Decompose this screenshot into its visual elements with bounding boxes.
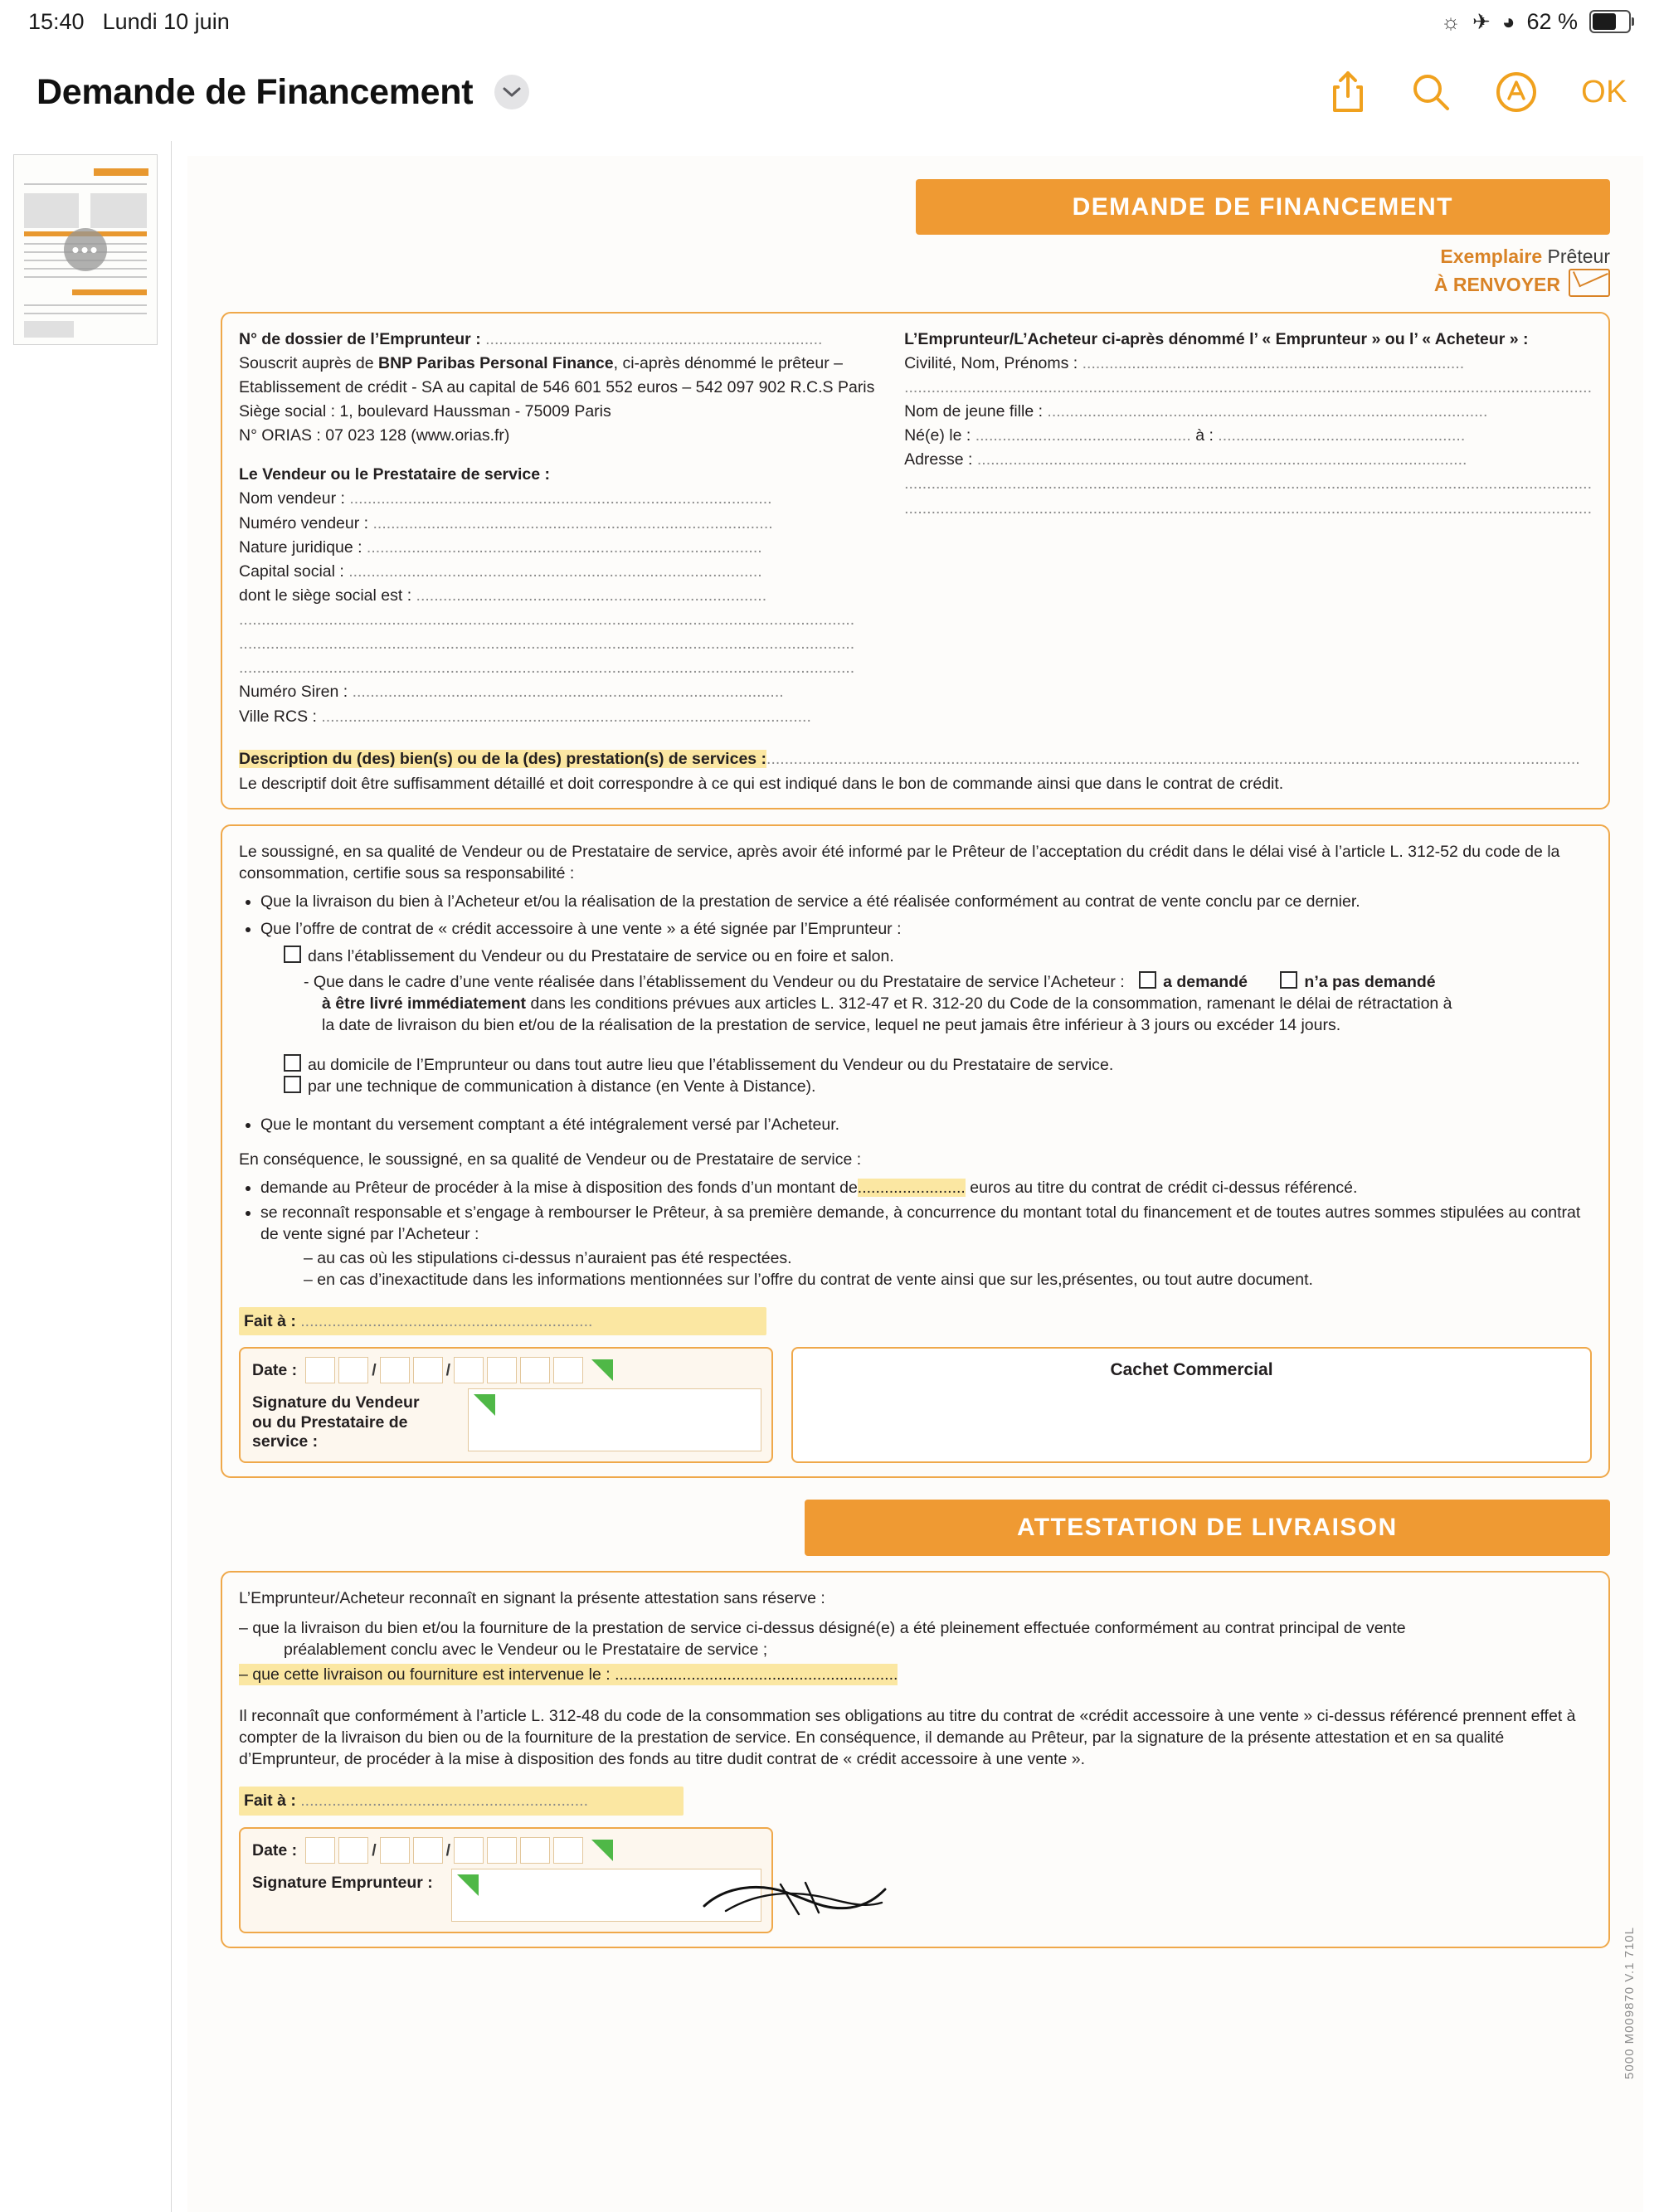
- vendor-date-row: [241, 1349, 771, 1388]
- borrower-signature-label: Signature Emprunteur :: [252, 1873, 433, 1892]
- certification-bullets: [239, 891, 1592, 940]
- date-arrow-marker-2: [591, 1838, 616, 1863]
- fait-a-label-1: Fait à :: [244, 1312, 296, 1331]
- date-cell[interactable]: [520, 1837, 550, 1864]
- content-area: [0, 141, 1659, 2212]
- attestation-paragraph: Il reconnaît que conformément à l’article L. 312-48 du code de la consommation ses obligations au titre du contrat de «crédit accessoire à une vente » ci-dessus référencé prennent effet à compter de la livraison du bien ou de la fourniture de la prestation de service. En conséquence, il demande au Prêteur, par la signature de la présente attestation et en sa qualité d’Emprunteur, de procéder à la mise à disposition des fonds au titre dudit contrat de « crédit accessoire à une vente ».: [239, 1707, 1576, 1769]
- description-note: Le descriptif doit être suffisamment détaillé et doit correspondre à ce qui est indiqué dans le bon de commande ainsi que dans le contrat de crédit.: [239, 774, 1284, 793]
- description-row: [239, 748, 1592, 770]
- consequence-intro: En conséquence, le soussigné, en sa qualité de Vendeur ou de Prestataire de service :: [239, 1150, 862, 1169]
- signature-arrow-marker-1: [474, 1394, 495, 1416]
- attestation-line-1: – que la livraison du bien et/ou la fourniture de la prestation de service ci-dessus désigné(e) a été pleinement effectuée conformément au contrat principal de vente: [239, 1618, 1406, 1637]
- date-cell[interactable]: [413, 1357, 443, 1383]
- signature-arrow-marker-2: [457, 1874, 479, 1896]
- date-cell[interactable]: [487, 1357, 517, 1383]
- borrower-input-0[interactable]: .....................................................................................: [1082, 353, 1465, 372]
- date-cell[interactable]: [454, 1357, 484, 1383]
- attestation-line-2[interactable]: – que cette livraison ou fourniture est intervenue le : ...............................................................: [239, 1664, 898, 1685]
- brightness-icon: ☼: [1441, 8, 1461, 34]
- vendor-blank-3[interactable]: .........................................................................................................................................: [239, 659, 855, 678]
- conseq-b1-a: demande au Prêteur de procéder à la mise à disposition des fonds d’un montant de: [260, 1179, 858, 1198]
- date-cell[interactable]: [487, 1837, 517, 1864]
- vendor-input-siren[interactable]: ................................................................................................: [352, 683, 784, 702]
- borrower-field-3: Adresse :: [904, 450, 973, 469]
- lender-line-1: [239, 352, 883, 374]
- borrower-signature-row: [241, 1869, 771, 1932]
- date-arrow-marker-1: [591, 1358, 616, 1383]
- search-icon[interactable]: [1410, 71, 1452, 113]
- cert-cb1-label: dans l’établissement du Vendeur ou du Prestataire de service ou en foire et salon.: [308, 947, 894, 966]
- borrower-field-1: Nom de jeune fille :: [904, 402, 1043, 421]
- envelope-icon: [1569, 269, 1610, 297]
- chevron-down-glyph: [503, 86, 521, 98]
- borrower-signature-field[interactable]: [451, 1869, 761, 1922]
- conseq-sub-2: – en cas d’inexactitude dans les informations mentionnées sur l’offre du contrat de vente ainsi que sur les,présentes, ou tout autre document.: [304, 1270, 1313, 1289]
- borrower-signature-block: [239, 1827, 773, 1933]
- cert-checkbox-1-row: [284, 946, 1592, 967]
- vendor-date-cells[interactable]: / /: [305, 1357, 583, 1383]
- checkbox-domicile[interactable]: [284, 1054, 301, 1072]
- search-glyph: [1410, 71, 1452, 113]
- fait-a-field-1[interactable]: [239, 1307, 766, 1335]
- montant-input[interactable]: ........................: [857, 1179, 966, 1198]
- vendor-blank-2[interactable]: .........................................................................................................................................: [239, 634, 855, 654]
- vendor-field-3: Capital social :: [239, 562, 344, 581]
- checkbox-distance[interactable]: [284, 1076, 301, 1093]
- vendor-signature-field[interactable]: [468, 1388, 761, 1451]
- vendor-field-1: Numéro vendeur :: [239, 513, 369, 532]
- vendor-date-label: Date :: [252, 1361, 298, 1380]
- lender-line-3: Siège social : 1, boulevard Haussman - 75009 Paris: [239, 402, 611, 421]
- page-thumbnail[interactable]: [13, 154, 158, 345]
- vendor-input-4[interactable]: ..............................................................................: [416, 586, 767, 605]
- vendor-signature-block: [239, 1347, 773, 1463]
- date-cell[interactable]: [380, 1837, 410, 1864]
- conseq-bullet-2: • se reconnaît responsable et s’engage à rembourser le Prêteur, à sa première demande, à concurrence du montant total du financement et de toutes autres sommes stipulées au contrat de vente signé par l’Acheteur :: [260, 1202, 1592, 1245]
- conseq-b1-b: euros au titre du contrat de crédit ci-dessus référencé.: [965, 1179, 1358, 1198]
- vendor-field-2: Nature juridique :: [239, 537, 362, 557]
- ok-button[interactable]: OK: [1581, 74, 1627, 109]
- date-cell[interactable]: [553, 1837, 583, 1864]
- vendor-input-3[interactable]: ............................................................................................: [348, 562, 762, 581]
- cert-opt-a: a demandé: [1163, 972, 1248, 991]
- dossier-dots[interactable]: ...........................................................................: [485, 329, 823, 348]
- cert-sub1-label: - Que dans le cadre d’une vente réalisée dans l’établissement du Vendeur ou du Prestataire de service l’Acheteur :: [304, 972, 1125, 991]
- vendor-field-rcs: Ville RCS :: [239, 707, 317, 726]
- fait-a-dots-2: ................................................................: [300, 1791, 588, 1811]
- status-bar: [0, 0, 1659, 43]
- cert-sub1-bold: à être livré immédiatement: [322, 994, 527, 1013]
- date-cell[interactable]: [413, 1837, 443, 1864]
- cert-cb2-label: au domicile de l’Emprunteur ou dans tout autre lieu que l’établissement du Vendeur ou du Prestataire de service.: [308, 1055, 1114, 1074]
- exemplaire-bold: Exemplaire: [1440, 246, 1543, 268]
- chevron-down-icon[interactable]: [494, 75, 529, 109]
- lender-line-4: N° ORIAS : 07 023 128 (www.orias.fr): [239, 426, 510, 445]
- cert-sub1-cont2: la date de livraison du bien et/ou de la réalisation de la prestation de service, lequel ne peut jamais être inférieur à 3 jours ou excéder 14 jours.: [322, 1015, 1341, 1034]
- borrower-field-2b: à :: [1195, 426, 1214, 445]
- parties-columns: [239, 328, 1592, 730]
- cert-sub1-rest: dans les conditions prévues aux articles L. 312-47 et R. 312-20 du Code de la consommation, ramenant le délai de rétractation à: [526, 994, 1452, 1013]
- cachet-commercial-label: Cachet Commercial: [1110, 1360, 1273, 1380]
- cert-bullet-2: • Que l’offre de contrat de « crédit accessoire à une vente » a été signée par l’Emprunteur :: [260, 918, 1592, 940]
- date-cell[interactable]: [380, 1357, 410, 1383]
- exemplaire-block: [221, 245, 1610, 297]
- borrower-title: L’Emprunteur/L’Acheteur ci-après dénommé l’ « Emprunteur » ou l’ « Acheteur » :: [904, 329, 1529, 348]
- app-header-left: [36, 72, 529, 113]
- lender-vendor-column: [239, 328, 883, 730]
- app-header: [0, 43, 1659, 141]
- exemplaire-rest: Prêteur: [1542, 246, 1610, 268]
- borrower-blank-2[interactable]: .........................................................................................................................................................: [904, 498, 1592, 518]
- markup-glyph: [1495, 70, 1538, 114]
- cert-sub1-row: [304, 971, 1592, 993]
- fait-a-label-2: Fait à :: [244, 1791, 296, 1811]
- vendor-signature-row: [241, 1388, 771, 1461]
- borrower-date-cells[interactable]: / /: [305, 1837, 583, 1864]
- share-icon[interactable]: [1329, 70, 1367, 114]
- signature-area-emprunteur: [239, 1827, 1592, 1933]
- attestation-intro: L’Emprunteur/Acheteur reconnaît en signant la présente attestation sans réserve :: [239, 1588, 825, 1607]
- date-cell[interactable]: [454, 1837, 484, 1864]
- description-label: Description du (des) bien(s) ou de la (des) prestation(s) de services :: [239, 749, 767, 768]
- battery-percent-label: 62 %: [1526, 8, 1578, 34]
- vendor-title: Le Vendeur ou le Prestataire de service :: [239, 465, 551, 484]
- consequence-bullets: [239, 1177, 1592, 1244]
- date-cell[interactable]: [553, 1357, 583, 1383]
- conseq-bullet-1: [260, 1177, 1592, 1198]
- page-title: Demande de Financement: [36, 71, 474, 112]
- borrower-input-3[interactable]: .............................................................................................................: [976, 450, 1467, 469]
- checkbox-a-demande[interactable]: [1139, 971, 1156, 989]
- status-bar-left: [28, 9, 230, 35]
- doc-banner-financement: DEMANDE DE FINANCEMENT: [916, 179, 1611, 235]
- handwritten-signature: [701, 1874, 900, 1924]
- vendor-field-0: Nom vendeur :: [239, 489, 345, 508]
- vendor-sig-label-l1: Signature du Vendeur: [252, 1393, 420, 1412]
- cachet-commercial-box[interactable]: [791, 1347, 1592, 1463]
- borrower-column: [904, 328, 1592, 730]
- borrower-field-2: Né(e) le :: [904, 426, 971, 445]
- borrower-blank-0[interactable]: .........................................................................................................................................................: [904, 377, 1592, 396]
- lender-line1a: Souscrit auprès de: [239, 353, 379, 372]
- date-cell[interactable]: [338, 1837, 368, 1864]
- certification-intro: Le soussigné, en sa qualité de Vendeur ou de Prestataire de service, après avoir été informé par le Prêteur de l’acceptation du crédit dans le délai visé à l’article L. 312-52 du code de la consommation, certifie sous sa responsabilité :: [239, 842, 1560, 883]
- document-page: [187, 156, 1643, 2212]
- cert-checkbox-2-row: [284, 1054, 1592, 1076]
- thumbnail-menu-dots[interactable]: •••: [64, 228, 107, 271]
- borrower-input-2b[interactable]: .......................................................: [1218, 426, 1466, 445]
- vendor-input-1[interactable]: .........................................................................................: [372, 513, 773, 532]
- borrower-input-2[interactable]: ................................................: [975, 426, 1191, 445]
- vendor-input-2[interactable]: ........................................................................................: [366, 537, 762, 557]
- signature-area-vendeur: [239, 1347, 1592, 1463]
- attestation-box: [221, 1571, 1610, 1948]
- borrower-date-row: [241, 1829, 771, 1869]
- vendor-blank-1[interactable]: .........................................................................................................................................: [239, 610, 855, 630]
- date-cell[interactable]: [338, 1357, 368, 1383]
- screen-record-icon: ◕: [1501, 8, 1515, 34]
- document-side-code: 5000 M009870 V.1 710L: [1622, 1927, 1637, 2079]
- battery-icon: [1589, 10, 1631, 33]
- dossier-label: N° de dossier de l’Emprunteur :: [239, 329, 481, 348]
- fait-a-dots-1: .................................................................: [300, 1312, 593, 1331]
- document-viewport[interactable]: [171, 141, 1659, 2212]
- doc-banner-attestation: ATTESTATION DE LIVRAISON: [805, 1500, 1611, 1555]
- fait-a-field-2[interactable]: [239, 1787, 684, 1815]
- lender-name: BNP Paribas Personal Finance: [378, 353, 614, 372]
- attestation-line-1b: préalablement conclu avec le Vendeur ou le Prestataire de service ;: [284, 1640, 768, 1659]
- borrower-field-0: Civilité, Nom, Prénoms :: [904, 353, 1078, 372]
- parties-box: [221, 312, 1610, 809]
- certification-box: [221, 824, 1610, 1478]
- vendor-signature-label: [252, 1388, 460, 1451]
- vendor-field-siren: Numéro Siren :: [239, 683, 348, 702]
- share-glyph: [1329, 70, 1367, 114]
- checkbox-etablissement[interactable]: [284, 946, 301, 963]
- date-cell[interactable]: [520, 1357, 550, 1383]
- date-cell[interactable]: [305, 1357, 335, 1383]
- vendor-input-rcs[interactable]: .............................................................................................................: [321, 707, 811, 726]
- status-date: Lundi 10 juin: [102, 8, 230, 34]
- status-time: 15:40: [28, 8, 85, 34]
- description-input[interactable]: .....................................................................................................................................................................................: [766, 749, 1580, 768]
- vendor-field-4: dont le siège social est :: [239, 586, 412, 605]
- thumbnail-sidebar: [0, 141, 171, 2212]
- cert-opt-b: n’a pas demandé: [1304, 972, 1436, 991]
- vendor-sig-label-l2: ou du Prestataire de service :: [252, 1412, 408, 1451]
- cert-cb3-label: par une technique de communication à distance (en Vente à Distance).: [308, 1077, 816, 1096]
- airplane-icon: ✈: [1472, 8, 1491, 34]
- date-cell[interactable]: [305, 1837, 335, 1864]
- conseq-sub-1: – au cas où les stipulations ci-dessus n’auraient pas été respectées.: [304, 1248, 792, 1267]
- checkbox-na-pas-demande[interactable]: [1280, 971, 1297, 989]
- borrower-blank-1[interactable]: .........................................................................................................................................................: [904, 474, 1592, 493]
- lender-line-2: Etablissement de crédit - SA au capital de 546 601 552 euros – 542 097 902 R.C.S Paris: [239, 377, 875, 396]
- status-bar-right: [1441, 9, 1631, 35]
- borrower-date-label: Date :: [252, 1840, 298, 1860]
- cert-bullet-3: • Que le montant du versement comptant a été intégralement versé par l’Acheteur.: [260, 1114, 1592, 1135]
- cert-checkbox-3-row: [284, 1076, 1592, 1097]
- markup-icon[interactable]: [1495, 70, 1538, 114]
- certification-bullets-2: [239, 1114, 1592, 1135]
- lender-line1c: , ci-après dénommé le prêteur –: [613, 353, 843, 372]
- cert-bullet-1: • Que la livraison du bien à l’Acheteur et/ou la réalisation de la prestation de service a été réalisée conformément au contrat de vente conclu par ce dernier.: [260, 891, 1592, 912]
- vendor-input-0[interactable]: ..............................................................................................: [349, 489, 772, 508]
- app-header-actions: [1329, 70, 1627, 114]
- cert-sub1-cont: [322, 993, 1592, 1014]
- borrower-input-1[interactable]: ..................................................................................................: [1047, 402, 1488, 421]
- a-renvoyer-label: À RENVOYER: [1433, 273, 1560, 295]
